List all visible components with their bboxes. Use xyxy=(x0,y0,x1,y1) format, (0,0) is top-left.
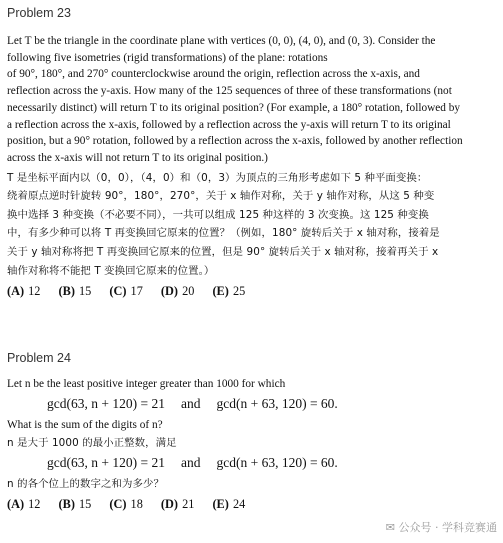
problem-24 xyxy=(7,351,338,512)
zh-line-1: T 是坐标平面内以（0，0），（4，0）和（0，3）为顶点的三角形考虑如下 5 种平面变换： xyxy=(7,171,428,184)
equation-right: gcd(n + 63, 120) = 60. xyxy=(216,395,338,411)
problem-23-title: Problem 23 xyxy=(7,6,71,20)
en-line-1: Let T be the triangle in the coordinate plane with vertices (0, 0), (4, 0), and (0, 3). Consider the xyxy=(7,35,436,47)
equation-connector-repeat: and xyxy=(180,455,201,470)
problem-23-english xyxy=(7,33,463,167)
en-line-4: reflection across the y-axis. How many of the 125 sequences of three of these transformations (not xyxy=(7,85,452,98)
wechat-icon: ✉ xyxy=(385,521,395,534)
equation-right-repeat: gcd(n + 63, 120) = 60. xyxy=(216,455,338,470)
problem-24-zh-intro: n 是大于 1000 的最小正整数，满足 xyxy=(7,437,177,450)
problem-24-zh-question: n 的各个位上的数字之和为多少？ xyxy=(7,478,164,490)
choice-a[interactable]: (A) 12 xyxy=(7,496,41,511)
en-line-6: a reflection across the x-axis, followed by a reflection across the y-axis will return T to its original xyxy=(7,118,451,131)
equation-left-repeat: gcd(63, n + 120) = 21 xyxy=(47,455,165,470)
zh-line-2: 绕着原点逆时针旋转 90°，180°，270°，关于 x 轴作对称，关于 y 轴作对称，从这 5 种变 xyxy=(7,190,435,203)
watermark: ✉ 公众号 · 学科竞赛通 xyxy=(385,521,497,534)
choice-d[interactable]: (D) 20 xyxy=(160,284,195,299)
choice-b[interactable]: (B) 15 xyxy=(58,284,92,299)
problem-24-question: What is the sum of the digits of n? xyxy=(7,418,163,431)
problem-23 xyxy=(7,6,463,299)
problem-23-choices xyxy=(7,284,463,299)
equation-left: gcd(63, n + 120) = 21 xyxy=(47,395,165,411)
en-line-3: of 90°, 180°, and 270° counterclockwise around the origin, reflection across the x-axis, and xyxy=(7,68,420,81)
en-line-7: position, but a 90° rotation, followed by a reflection across the x-axis, followed by another reflection xyxy=(7,135,463,148)
zh-line-4: 中，有多少种可以将 T 再变换回它原来的位置？（例如，180° 旋转后关于 x 轴对称，接着是 xyxy=(7,227,440,240)
choice-e[interactable]: (E) 25 xyxy=(212,284,246,299)
problem-24-choices xyxy=(7,497,338,512)
en-line-2: following five isometries (rigid transformations) of the plane: rotations xyxy=(7,51,328,64)
zh-line-3: 换中选择 3 种变换（不必要不同），一共可以组成 125 种这样的 3 次变换。这 125 种变换 xyxy=(7,208,429,221)
zh-line-5: 关于 y 轴对称将把 T 再变换回它原来的位置，但是 90° 旋转后关于 x 轴对称，接着再关于 x xyxy=(7,246,439,258)
en-line-5: necessarily distinct) will return T to its original position? (For example, a 180° rotation, followed by xyxy=(7,101,461,114)
choice-a[interactable]: (A) 12 xyxy=(7,284,41,299)
choice-c[interactable]: (C) 18 xyxy=(109,496,143,511)
choice-e[interactable]: (E) 24 xyxy=(212,496,246,511)
zh-line-6: 轴作对称将不能把 T 变换回它原来的位置。） xyxy=(7,264,215,277)
problem-23-chinese xyxy=(7,169,463,281)
choice-b[interactable]: (B) 15 xyxy=(58,496,92,511)
problem-24-equation-repeat xyxy=(7,455,338,471)
problem-24-equation xyxy=(7,396,338,412)
choice-d[interactable]: (D) 21 xyxy=(160,496,195,511)
problem-24-title: Problem 24 xyxy=(7,351,71,365)
en-line-8: across the x-axis will not return T to its original position.) xyxy=(7,151,268,164)
choice-c[interactable]: (C) 17 xyxy=(109,284,143,299)
equation-connector: and xyxy=(180,395,201,411)
problem-24-intro: Let n be the least positive integer greater than 1000 for which xyxy=(7,378,286,390)
